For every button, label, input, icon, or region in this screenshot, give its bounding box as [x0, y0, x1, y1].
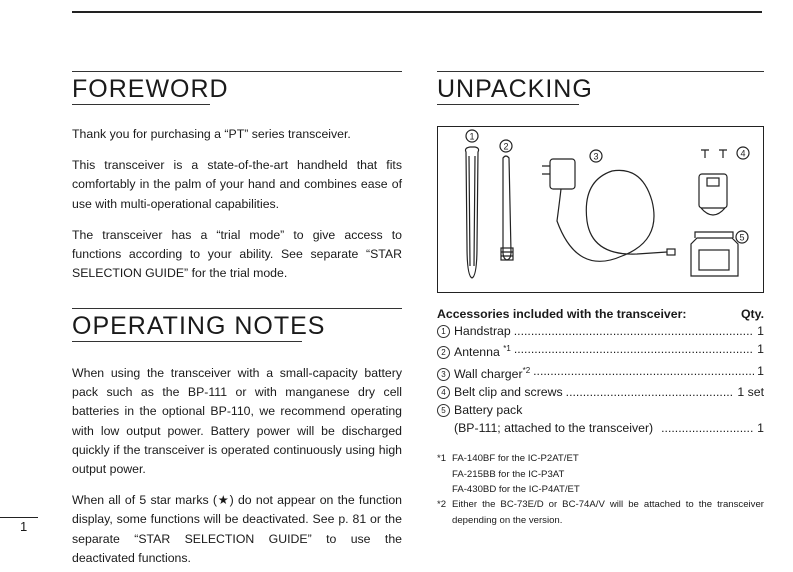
foreword-paragraph-3: The transceiver has a “trial mode” to give access to functions according to your ability. See separate “STAR SELECTION GUIDE” for the trial mode. — [72, 227, 402, 281]
qty-header: Qty. — [740, 307, 764, 321]
foreword-rule — [72, 71, 402, 72]
wall-charger-drawing — [542, 159, 675, 261]
top-rule — [72, 11, 762, 13]
operating-notes-paragraph-1: When using the transceiver with a small-capacity battery pack such as the BP-111 or with manganese dry cell batteries in the optional BP-110, we recommend operating with low output power. Battery power will be discharged quickly if the transceiver is operated continuously using high output power. — [72, 366, 402, 477]
accessories-header-label: Accessories included with the transceiver: — [437, 307, 687, 321]
footnote-line: FA-430BD for the IC-P4AT/ET — [452, 484, 580, 495]
footnote — [437, 497, 764, 528]
operating-notes-rule — [72, 308, 402, 309]
footnote-mark: *2 — [437, 499, 447, 511]
footnote-line: Either the BC-73E/D or BC-74A/V will be attached to the transceiver depending on the version. — [452, 499, 764, 526]
foreword-section — [72, 71, 402, 283]
unpacking-section — [437, 71, 764, 528]
page-number: 1 — [20, 519, 28, 534]
item-number: 5 — [437, 404, 450, 417]
antenna-drawing — [500, 140, 513, 260]
item-number: 2 — [437, 346, 450, 359]
foreword-title: FOREWORD — [72, 75, 229, 103]
foreword-paragraph-2: This transceiver is a state-of-the-art handheld that fits comfortably in the palm of your hand and combines ease of use with multi-operational capabilities. — [72, 158, 402, 211]
accessory-item — [437, 322, 764, 340]
accessories-illustration — [437, 126, 764, 293]
battery-detail-row — [437, 419, 764, 437]
item-qty: 1 set — [737, 384, 764, 399]
footnote-mark: *1 — [437, 453, 447, 465]
item-qty: 1 — [757, 363, 764, 378]
item-number: 1 — [437, 325, 450, 338]
figure-label-3: 3 — [593, 151, 599, 162]
figure-label-4: 4 — [740, 148, 746, 159]
battery-qty: 1 — [757, 421, 764, 436]
footnote — [437, 451, 764, 497]
item-name: Handstrap — [454, 324, 511, 338]
accessories-header — [437, 307, 764, 321]
item-qty: 1 — [757, 342, 764, 357]
figure-label-5: 5 — [739, 232, 745, 243]
operating-notes-underline — [72, 341, 302, 342]
footnote-line: FA-140BF for the IC-P2AT/ET — [452, 453, 579, 465]
unpacking-underline — [437, 104, 579, 105]
item-number: 4 — [437, 386, 450, 399]
item-footnote-mark: *1 — [503, 344, 511, 354]
item-name: Wall charger — [454, 366, 523, 381]
battery-detail: (BP-111; attached to the transceiver) — [454, 421, 654, 436]
item-name: Battery pack — [454, 403, 523, 417]
accessory-item — [437, 340, 764, 361]
battery-pack-drawing — [691, 232, 738, 276]
operating-notes-section — [72, 308, 402, 568]
accessory-item — [437, 383, 764, 401]
accessory-item — [437, 401, 764, 419]
belt-clip-drawing — [699, 150, 727, 215]
page-number-rule — [0, 517, 38, 518]
foreword-underline — [72, 104, 210, 105]
accessory-item — [437, 362, 764, 383]
item-name: Antenna — [454, 345, 500, 360]
handstrap-drawing — [466, 130, 479, 278]
item-name: Belt clip and screws — [454, 384, 563, 399]
accessories-list — [437, 307, 764, 528]
item-footnote-mark: *2 — [522, 365, 531, 375]
figure-label-1: 1 — [469, 131, 475, 142]
footnote-line: FA-215BB for the IC-P3AT — [452, 468, 565, 480]
unpacking-title: UNPACKING — [437, 75, 593, 103]
foreword-paragraph-1: Thank you for purchasing a “PT” series transceiver. — [72, 127, 351, 141]
operating-notes-paragraph-2: When all of 5 star marks (★) do not appear on the function display, some functions will be deactivated. See p. 81 or the separate “STAR SELECTION GUIDE” to use the deactivated functions. — [72, 493, 402, 565]
item-qty: 1 — [757, 324, 764, 338]
operating-notes-title: OPERATING NOTES — [72, 312, 326, 340]
footnotes — [437, 451, 764, 527]
unpacking-rule — [437, 71, 764, 72]
figure-label-2: 2 — [503, 141, 509, 152]
item-number: 3 — [437, 368, 450, 381]
